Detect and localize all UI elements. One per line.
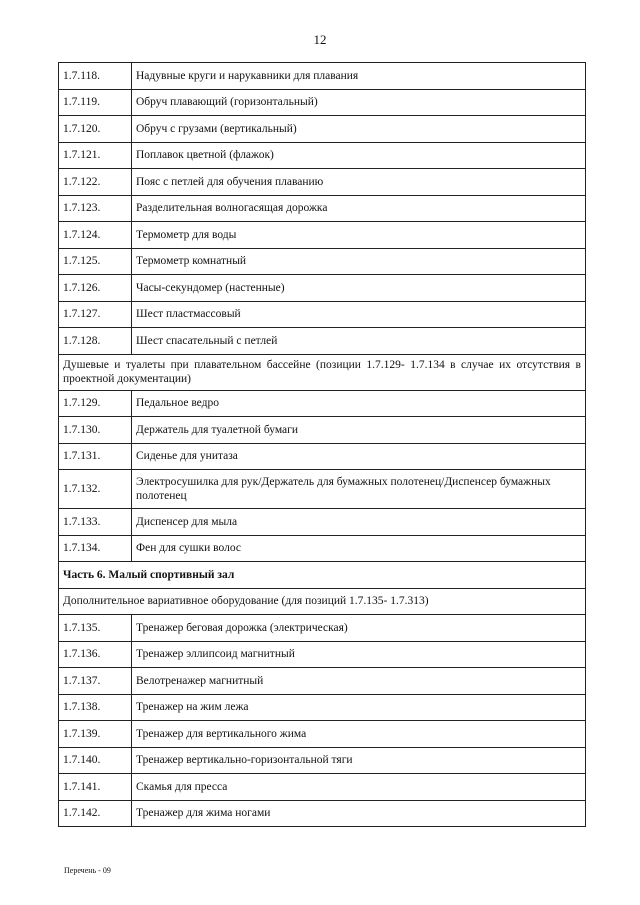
item-code: 1.7.132. xyxy=(59,470,132,509)
item-code: 1.7.139. xyxy=(59,721,132,748)
item-code: 1.7.133. xyxy=(59,509,132,536)
item-name: Держатель для туалетной бумаги xyxy=(132,417,586,444)
group-header: Душевые и туалеты при плавательном бассейне (позиции 1.7.129- 1.7.134 в случае их отсутствия в проектной документации) xyxy=(59,354,586,390)
table-row xyxy=(59,328,586,355)
table-row xyxy=(59,470,586,509)
table-row xyxy=(59,747,586,774)
item-name: Диспенсер для мыла xyxy=(132,509,586,536)
table-row xyxy=(59,509,586,536)
item-name: Поплавок цветной (флажок) xyxy=(132,142,586,169)
item-name: Разделительная волногасящая дорожка xyxy=(132,195,586,222)
item-code: 1.7.137. xyxy=(59,668,132,695)
item-code: 1.7.141. xyxy=(59,774,132,801)
item-name: Пояс с петлей для обучения плаванию xyxy=(132,169,586,196)
table-row xyxy=(59,142,586,169)
table-row xyxy=(59,275,586,302)
table-row xyxy=(59,195,586,222)
table-row xyxy=(59,63,586,90)
table-row xyxy=(59,535,586,562)
item-code: 1.7.128. xyxy=(59,328,132,355)
table-row xyxy=(59,721,586,748)
group-header: Дополнительное вариативное оборудование (для позиций 1.7.135- 1.7.313) xyxy=(59,588,586,615)
section-heading-row xyxy=(59,562,586,589)
table-row xyxy=(59,443,586,470)
item-name: Велотренажер магнитный xyxy=(132,668,586,695)
item-name: Надувные круги и нарукавники для плавания xyxy=(132,63,586,90)
table-row xyxy=(59,301,586,328)
table-row xyxy=(59,417,586,444)
item-code: 1.7.138. xyxy=(59,694,132,721)
table-row xyxy=(59,248,586,275)
item-name: Шест пластмассовый xyxy=(132,301,586,328)
item-code: 1.7.142. xyxy=(59,800,132,827)
item-code: 1.7.125. xyxy=(59,248,132,275)
item-name: Фен для сушки волос xyxy=(132,535,586,562)
item-code: 1.7.127. xyxy=(59,301,132,328)
item-code: 1.7.135. xyxy=(59,615,132,642)
table-row xyxy=(59,774,586,801)
item-code: 1.7.119. xyxy=(59,89,132,116)
item-name: Тренажер вертикально-горизонтальной тяги xyxy=(132,747,586,774)
item-name: Тренажер беговая дорожка (электрическая) xyxy=(132,615,586,642)
item-code: 1.7.130. xyxy=(59,417,132,444)
table-row xyxy=(59,615,586,642)
item-code: 1.7.140. xyxy=(59,747,132,774)
table-row xyxy=(59,390,586,417)
table-row xyxy=(59,89,586,116)
group-header-row xyxy=(59,354,586,390)
item-code: 1.7.124. xyxy=(59,222,132,249)
item-code: 1.7.126. xyxy=(59,275,132,302)
item-code: 1.7.122. xyxy=(59,169,132,196)
table-row xyxy=(59,116,586,143)
item-code: 1.7.121. xyxy=(59,142,132,169)
item-name: Тренажер эллипсоид магнитный xyxy=(132,641,586,668)
group-header-row xyxy=(59,588,586,615)
item-name: Электросушилка для рук/Держатель для бумажных полотенец/Диспенсер бумажных полотенец xyxy=(132,470,586,509)
table-row xyxy=(59,641,586,668)
section-heading: Часть 6. Малый спортивный зал xyxy=(59,562,586,589)
page-footer: Перечень - 09 xyxy=(64,866,111,875)
item-name: Обруч с грузами (вертикальный) xyxy=(132,116,586,143)
equipment-table-body xyxy=(59,63,586,827)
item-name: Обруч плавающий (горизонтальный) xyxy=(132,89,586,116)
item-code: 1.7.118. xyxy=(59,63,132,90)
item-name: Термометр комнатный xyxy=(132,248,586,275)
item-code: 1.7.134. xyxy=(59,535,132,562)
item-name: Часы-секундомер (настенные) xyxy=(132,275,586,302)
equipment-table xyxy=(58,62,586,827)
table-row xyxy=(59,694,586,721)
item-name: Тренажер для вертикального жима xyxy=(132,721,586,748)
item-name: Тренажер для жима ногами xyxy=(132,800,586,827)
item-code: 1.7.129. xyxy=(59,390,132,417)
page-number: 12 xyxy=(313,32,327,47)
item-name: Тренажер на жим лежа xyxy=(132,694,586,721)
item-code: 1.7.123. xyxy=(59,195,132,222)
item-code: 1.7.131. xyxy=(59,443,132,470)
item-name: Шест спасательный с петлей xyxy=(132,328,586,355)
table-row xyxy=(59,668,586,695)
table-row xyxy=(59,800,586,827)
item-name: Педальное ведро xyxy=(132,390,586,417)
table-row xyxy=(59,222,586,249)
item-name: Сиденье для унитаза xyxy=(132,443,586,470)
item-name: Термометр для воды xyxy=(132,222,586,249)
table-row xyxy=(59,169,586,196)
item-name: Скамья для пресса xyxy=(132,774,586,801)
item-code: 1.7.136. xyxy=(59,641,132,668)
item-code: 1.7.120. xyxy=(59,116,132,143)
